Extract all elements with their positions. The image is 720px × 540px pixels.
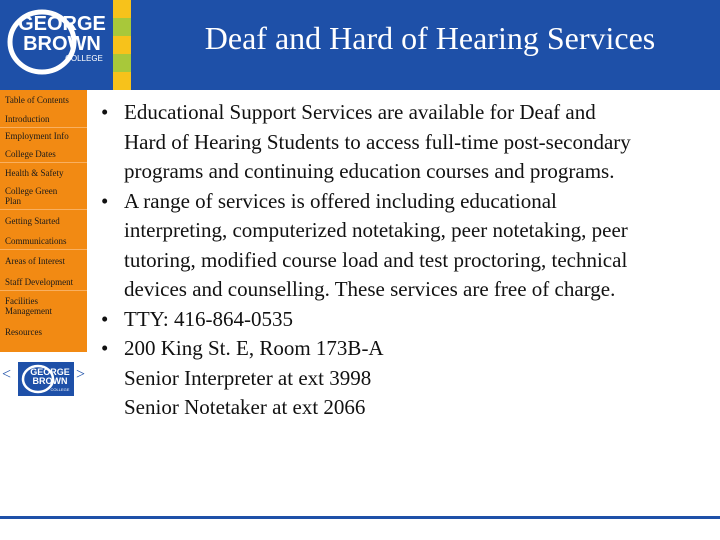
nav-logo-text-brown: BROWN [32, 376, 68, 386]
nav-logo-text-college: COLLEGE [50, 387, 70, 392]
bullet-list [101, 98, 713, 423]
logo-text-brown: BROWN [23, 33, 101, 55]
sidebar-divider [0, 127, 87, 128]
sidebar-item-getting-started[interactable]: Getting Started [5, 216, 60, 226]
logo-text-george: GEORGE [18, 13, 106, 35]
bullet-line: Hard of Hearing Students to access full-time post-secondary [124, 129, 631, 154]
stripe-5 [113, 72, 131, 90]
bullet-line: tutoring, modified course load and test proctoring, technical [124, 247, 628, 272]
slide-title: Deaf and Hard of Hearing Services [204, 20, 656, 56]
bullet-line: TTY: 416-864-0535 [124, 306, 293, 331]
bullet-line: devices and counselling. These services are free of charge. [124, 277, 616, 301]
sidebar-divider [0, 290, 87, 291]
sidebar-item-college-dates[interactable]: College Dates [5, 149, 56, 159]
stripe-3 [113, 36, 131, 54]
bullet-marker: • [101, 100, 109, 124]
sidebar-item-college-green-plan[interactable]: College Green Plan [5, 186, 58, 206]
bullet-line: programs and continuing education courses and programs. [124, 159, 615, 183]
sidebar-item-health-safety[interactable]: Health & Safety [5, 168, 64, 178]
sidebar-divider [0, 209, 87, 210]
footer-divider [0, 516, 720, 519]
george-brown-logo [4, 4, 108, 76]
bullet-marker: • [101, 336, 109, 360]
bullet-line: interpreting, computerized notetaking, peer notetaking, peer [124, 218, 628, 242]
sidebar-item-areas-of-interest[interactable]: Areas of Interest [5, 256, 65, 266]
color-stripes [113, 0, 131, 90]
bullet-item [101, 98, 713, 187]
sidebar-item-communications[interactable]: Communications [5, 236, 67, 246]
bullet-line: Senior Interpreter at ext 3998 [124, 365, 372, 390]
sidebar-item-introduction[interactable]: Introduction [5, 114, 50, 124]
stripe-2 [113, 18, 131, 36]
stripe-1 [113, 0, 131, 18]
previous-slide-button[interactable]: < [2, 366, 12, 383]
home-logo-button[interactable] [18, 362, 74, 396]
next-slide-button[interactable]: > [76, 366, 86, 383]
bullet-line: A range of services is offered including educational [124, 188, 557, 213]
bullet-marker: • [101, 306, 109, 331]
bullet-item [101, 334, 713, 423]
sidebar-item-resources[interactable]: Resources [5, 327, 42, 337]
bullet-line: Senior Notetaker at ext 2066 [124, 395, 366, 419]
stripe-4 [113, 54, 131, 72]
sidebar-item-table-of-contents[interactable]: Table of Contents [5, 95, 69, 105]
logo-text-college: COLLEGE [65, 54, 103, 63]
bullet-line: Educational Support Services are available for Deaf and [124, 100, 596, 124]
sidebar-item-employment-info[interactable]: Employment Info [5, 131, 69, 141]
bullet-item [101, 187, 713, 305]
sidebar-nav [0, 90, 87, 352]
sidebar-item-staff-development[interactable]: Staff Development [5, 277, 74, 287]
bullet-line: 200 King St. E, Room 173B-A [124, 336, 384, 360]
bullet-marker: • [101, 188, 109, 213]
bullet-item [101, 305, 713, 335]
nav-logo-text-george: GEORGE [30, 367, 70, 377]
sidebar-divider [0, 162, 87, 163]
header-bar [0, 0, 720, 90]
sidebar-item-facilities-management[interactable]: Facilities Management [5, 296, 52, 316]
sidebar-divider [0, 249, 87, 250]
